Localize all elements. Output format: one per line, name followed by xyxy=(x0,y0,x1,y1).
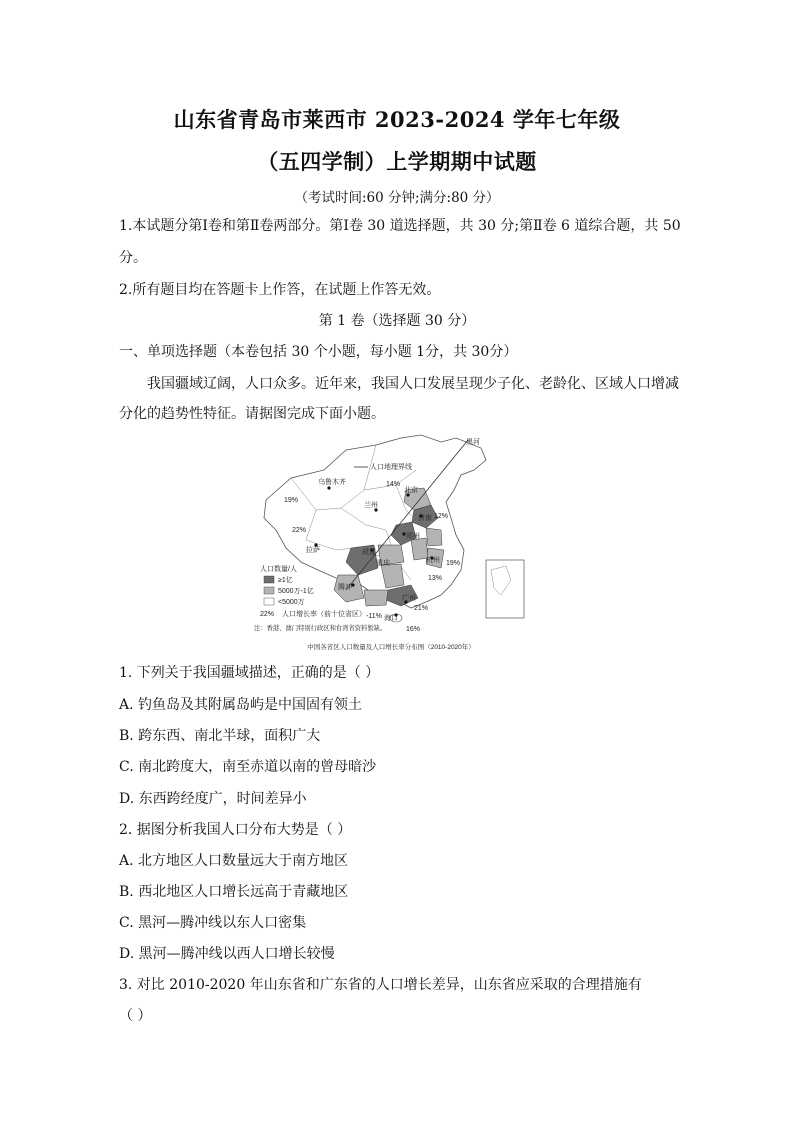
china-population-map xyxy=(246,430,536,655)
question-2-option-c: C. 黑河—腾冲线以东人口密集 xyxy=(119,915,307,931)
pct-xinjiang: 19% xyxy=(284,497,299,504)
label-haikou: 海口 xyxy=(384,615,398,622)
legend-low: <5000万 xyxy=(278,599,305,606)
legend-pct: 22% xyxy=(260,611,275,618)
label-guangzhou: 广州 xyxy=(402,595,416,602)
legend-swatch-high xyxy=(264,576,274,583)
question-3-stem: 3. 对比 2010-2020 年山东省和广东省的人口增长差异，山东省应采取的合理措施有 xyxy=(119,977,642,993)
label-hangzhou: 杭州 xyxy=(426,557,440,564)
intro-line2: 分化的趋势性特征。请据图完成下面小题。 xyxy=(119,406,385,422)
label-chongqing: 重庆 xyxy=(376,560,390,567)
question-2-option-d: D. 黑河—腾冲线以西人口增长较慢 xyxy=(119,946,335,962)
province-jiangsu xyxy=(426,528,442,546)
map-note: 注：香港、澳门特别行政区和台湾省资料暂缺。 xyxy=(254,625,387,632)
pct-guangxi: -11% xyxy=(366,613,382,620)
pct-tibet: 22% xyxy=(292,527,307,534)
instruction-2: 2.所有题目均在答题卡上作答，在试题上作答无效。 xyxy=(119,282,441,298)
legend-high: ≥1亿 xyxy=(278,577,293,584)
label-beijing: 北京 xyxy=(404,487,418,494)
label-jinan: 济南 xyxy=(418,515,432,522)
question-2-option-b: B. 西北地区人口增长远高于青藏地区 xyxy=(119,884,349,900)
label-chengdu: 成都 xyxy=(362,549,376,556)
question-2-stem: 2. 据图分析我国人口分布大势是（ ） xyxy=(119,822,352,838)
pct-fujian: 13% xyxy=(428,575,443,582)
pct-innermongolia: 14% xyxy=(386,481,401,488)
question-1-stem: 1. 下列关于我国疆域描述，正确的是（ ） xyxy=(119,665,380,681)
legend-mid: 5000万-1亿 xyxy=(278,588,314,595)
question-2-option-a: A. 北方地区人口数量远大于南方地区 xyxy=(119,853,349,869)
legend-swatch-low xyxy=(264,598,274,605)
exam-title-line2: （五四学制）上学期期中试题 xyxy=(257,149,537,174)
question-1-option-d: D. 东西跨经度广，时间差异小 xyxy=(119,791,307,807)
instruction-1-cont: 分。 xyxy=(119,250,147,266)
label-lanzhou: 兰州 xyxy=(364,502,378,509)
exam-info: （考试时间:60 分钟;满分:80 分） xyxy=(294,190,500,206)
exam-title-line1: 山东省青岛市莱西市 2023-2024 学年七年级 xyxy=(173,107,621,132)
label-zhengzhou: 郑州 xyxy=(406,533,420,540)
question-3-stem-cont: （ ） xyxy=(119,1008,152,1024)
question-1-option-b: B. 跨东西、南北半球，面积广大 xyxy=(119,728,321,744)
map-figure xyxy=(246,430,536,655)
label-population-line: 人口地理界线 xyxy=(370,464,412,471)
label-lhasa: 拉萨 xyxy=(306,547,320,554)
intro-line1: 我国疆域辽阔，人口众多。近年来，我国人口发展呈现少子化、老龄化、区域人口增减 xyxy=(147,376,679,392)
instruction-1: 1.本试题分第Ⅰ卷和第Ⅱ卷两部分。第Ⅰ卷 30 道选择题，共 30 分;第Ⅱ卷 6 道综合题，共 50 xyxy=(119,218,681,234)
map-caption: 中国各省区人口数量及人口增长率分布图（2010-2020年） xyxy=(307,644,475,651)
pct-guangdong: 21% xyxy=(414,605,429,612)
province-guangxi xyxy=(364,590,388,606)
label-heihe: 黑河 xyxy=(466,439,480,446)
legend-rate: 人口增长率（前十位省区） xyxy=(282,611,366,618)
china-outline xyxy=(264,435,486,608)
question-1-option-c: C. 南北跨度大，南至赤道以南的曾母暗沙 xyxy=(119,759,377,775)
label-tengchong: 腾冲 xyxy=(338,584,352,591)
label-urumqi: 乌鲁木齐 xyxy=(318,479,346,486)
pct-shandong: 12% xyxy=(434,513,449,520)
question-1-option-a: A. 钓鱼岛及其附属岛屿是中国固有领土 xyxy=(119,697,363,713)
pct-zhejiang: 19% xyxy=(446,560,461,567)
legend-swatch-mid xyxy=(264,587,274,594)
part-title: 一、单项选择题（本卷包括 30 个小题，每小题 1分，共 30分） xyxy=(119,344,518,360)
legend-title: 人口数量/人 xyxy=(260,566,297,573)
volume-title: 第 1 卷（选择题 30 分） xyxy=(318,313,476,329)
pct-hainan: 16% xyxy=(406,626,421,633)
